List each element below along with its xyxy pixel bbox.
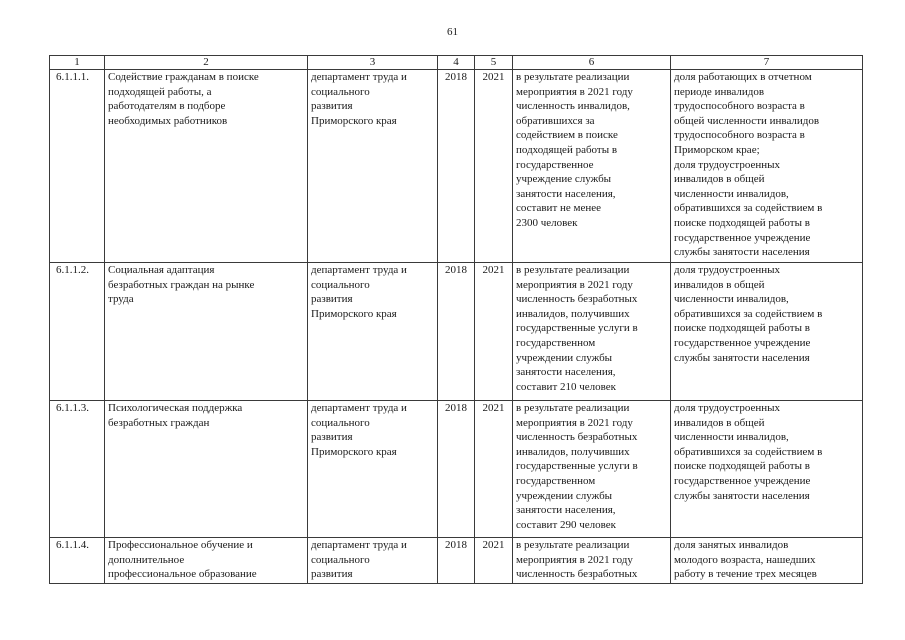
target-indicator: доля трудоустроенных инвалидов в общей численности инвалидов, обратившихся за содействием в поиске подходящей работы в государственное учреждение службы занятости населения [671,401,863,538]
column-header: 4 [438,56,475,70]
measure-code: 6.1.1.2. [50,263,105,401]
measure-executor: департамент труда и социального развития Приморского края [308,70,438,263]
measure-code: 6.1.1.1. [50,70,105,263]
expected-result: в результате реализации мероприятия в 2021 году численность безработных инвалидов, получивших государственные услуги в государственном учреждении службы занятости населения, составит 210 человек [513,263,671,401]
table-row [50,538,863,584]
target-indicator: доля занятых инвалидов молодого возраста, нашедших работу в течение трех месяцев [671,538,863,584]
measures-table [49,55,863,584]
column-header: 7 [671,56,863,70]
target-indicator: доля трудоустроенных инвалидов в общей численности инвалидов, обратившихся за содействием в поиске подходящей работы в государственное учреждение службы занятости населения [671,263,863,401]
measure-executor: департамент труда и социального развития Приморского края [308,263,438,401]
measure-name: Содействие гражданам в поиске подходящей работы, а работодателям в подборе необходимых работников [105,70,308,263]
expected-result: в результате реализации мероприятия в 2021 году численность инвалидов, обратившихся за содействием в поиске подходящей работы в государственное учреждение службы занятости населения, составит не менее 2300 человек [513,70,671,263]
expected-result: в результате реализации мероприятия в 2021 году численность безработных [513,538,671,584]
end-year: 2021 [475,70,513,263]
end-year: 2021 [475,401,513,538]
header-row [50,56,863,70]
start-year: 2018 [438,538,475,584]
page-number: 61 [447,26,458,38]
column-header: 1 [50,56,105,70]
table-row [50,263,863,401]
measure-name: Психологическая поддержка безработных граждан [105,401,308,538]
measure-name: Профессиональное обучение и дополнительное профессиональное образование [105,538,308,584]
measure-executor: департамент труда и социального развития Приморского края [308,401,438,538]
column-header: 3 [308,56,438,70]
measure-executor: департамент труда и социального развития [308,538,438,584]
measure-name: Социальная адаптация безработных граждан на рынке труда [105,263,308,401]
column-header: 2 [105,56,308,70]
expected-result: в результате реализации мероприятия в 2021 году численность безработных инвалидов, получивших государственные услуги в государственном учреждении службы занятости населения, составит 290 человек [513,401,671,538]
measure-code: 6.1.1.4. [50,538,105,584]
target-indicator: доля работающих в отчетном периоде инвалидов трудоспособного возраста в общей численности инвалидов трудоспособного возраста в Приморском крае; доля трудоустроенных инвалидов в общей численности инвалидов, обратившихся за содействием в поиске подходящей работы в государственное учреждение службы занятости населения [671,70,863,263]
measure-code: 6.1.1.3. [50,401,105,538]
table-row [50,70,863,263]
end-year: 2021 [475,538,513,584]
table-row [50,401,863,538]
start-year: 2018 [438,401,475,538]
start-year: 2018 [438,70,475,263]
start-year: 2018 [438,263,475,401]
end-year: 2021 [475,263,513,401]
column-header: 5 [475,56,513,70]
column-header: 6 [513,56,671,70]
